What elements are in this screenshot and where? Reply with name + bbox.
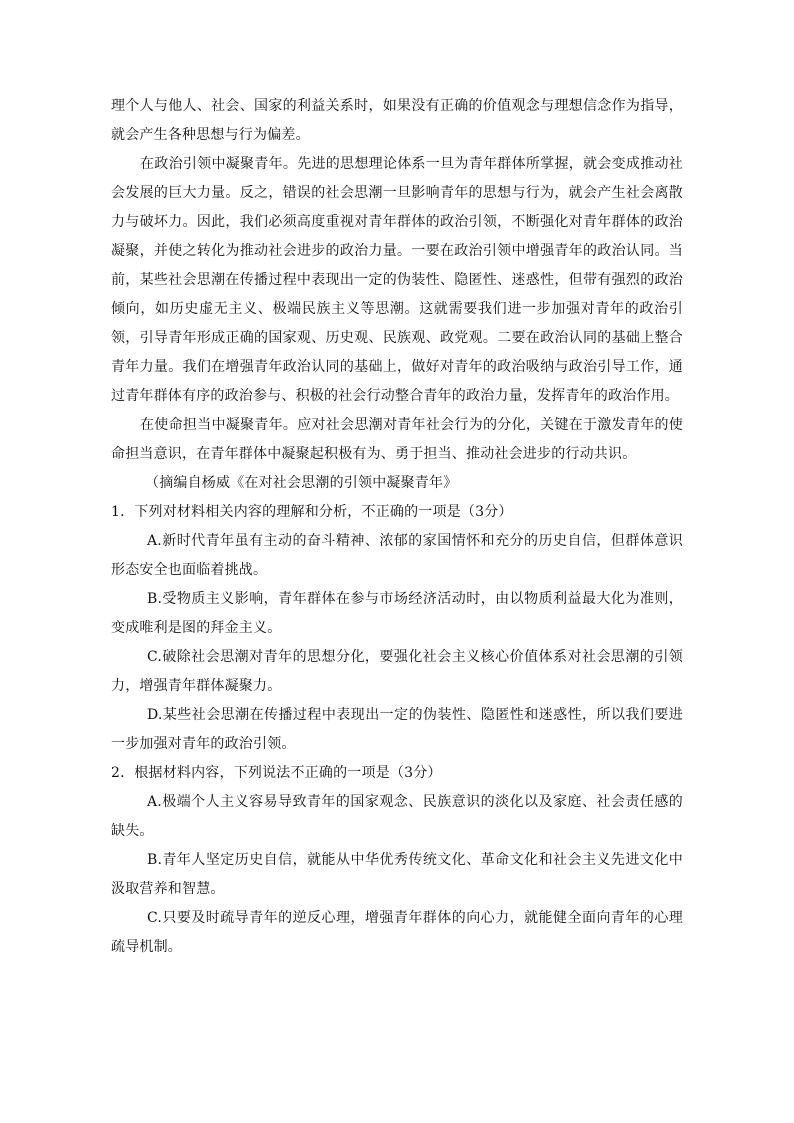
question-1-option-d: D.某些社会思潮在传播过程中表现出一定的伪装性、隐匿性和迷惑性，所以我们要进一步加强对青年的政治引领。 xyxy=(111,707,683,752)
document-page xyxy=(111,92,683,962)
paragraph-mission: 在使命担当中凝聚青年。应对社会思潮对青年社会行为的分化，关键在于激发青年的使命担当意识，在青年群体中凝聚起积极有为、勇于担当、推动社会进步的行动共识。 xyxy=(111,417,683,462)
question-2: 2．根据材料内容，下列说法不正确的一项是（3分） xyxy=(111,765,442,781)
question-2-option-a: A.极端个人主义容易导致青年的国家观念、民族意识的淡化以及家庭、社会责任感的缺失。 xyxy=(111,794,683,839)
paragraph-political-guidance: 在政治引领中凝聚青年。先进的思想理论体系一旦为青年群体所掌握，就会变成推动社会发展的巨大力量。反之，错误的社会思潮一旦影响青年的思想与行为，就会产生社会离散力与破坏力。因此，我们必须高度重视对青年群体的政治引领，不断强化对青年群体的政治凝聚，并使之转化为推动社会进步的政治力量。一要在政治引领中增强青年的政治认同。当前，某些社会思潮在传播过程中表现出一定的伪装性、隐匿性、迷惑性，但带有强烈的政治倾向，如历史虚无主义、极端民族主义等思潮。这就需要我们进一步加强对青年的政治引领，引导青年形成正确的国家观、历史观、民族观、政党观。二要在政治认同的基础上整合青年力量。我们在增强青年政治认同的基础上，做好对青年的政治吸纳与政治引导工作，通过青年群体有序的政治参与、积极的社会行动整合青年的政治力量，发挥青年的政治作用。 xyxy=(111,156,683,404)
question-1: 1．下列对材料相关内容的理解和分析，不正确的一项是（3分） xyxy=(111,504,513,520)
source-citation: （摘编自杨威《在对社会思潮的引领中凝聚青年》 xyxy=(145,475,458,491)
question-1-option-b: B.受物质主义影响，青年群体在参与市场经济活动时，由以物质利益最大化为准则，变成唯利是图的拜金主义。 xyxy=(111,591,683,636)
question-1-option-c: C.破除社会思潮对青年的思想分化，要强化社会主义核心价值体系对社会思潮的引领力，增强青年群体凝聚力。 xyxy=(111,649,683,694)
paragraph-continuation: 理个人与他人、社会、国家的利益关系时，如果没有正确的价值观念与理想信念作为指导，就会产生各种思想与行为偏差。 xyxy=(111,98,683,143)
question-1-option-a: A.新时代青年虽有主动的奋斗精神、浓郁的家国情怀和充分的历史自信，但群体意识形态安全也面临着挑战。 xyxy=(111,533,683,578)
question-2-option-b: B.青年人坚定历史自信，就能从中华优秀传统文化、革命文化和社会主义先进文化中汲取营养和智慧。 xyxy=(111,852,683,897)
question-2-option-c: C.只要及时疏导青年的逆反心理，增强青年群体的向心力，就能健全面向青年的心理疏导机制。 xyxy=(111,910,683,955)
